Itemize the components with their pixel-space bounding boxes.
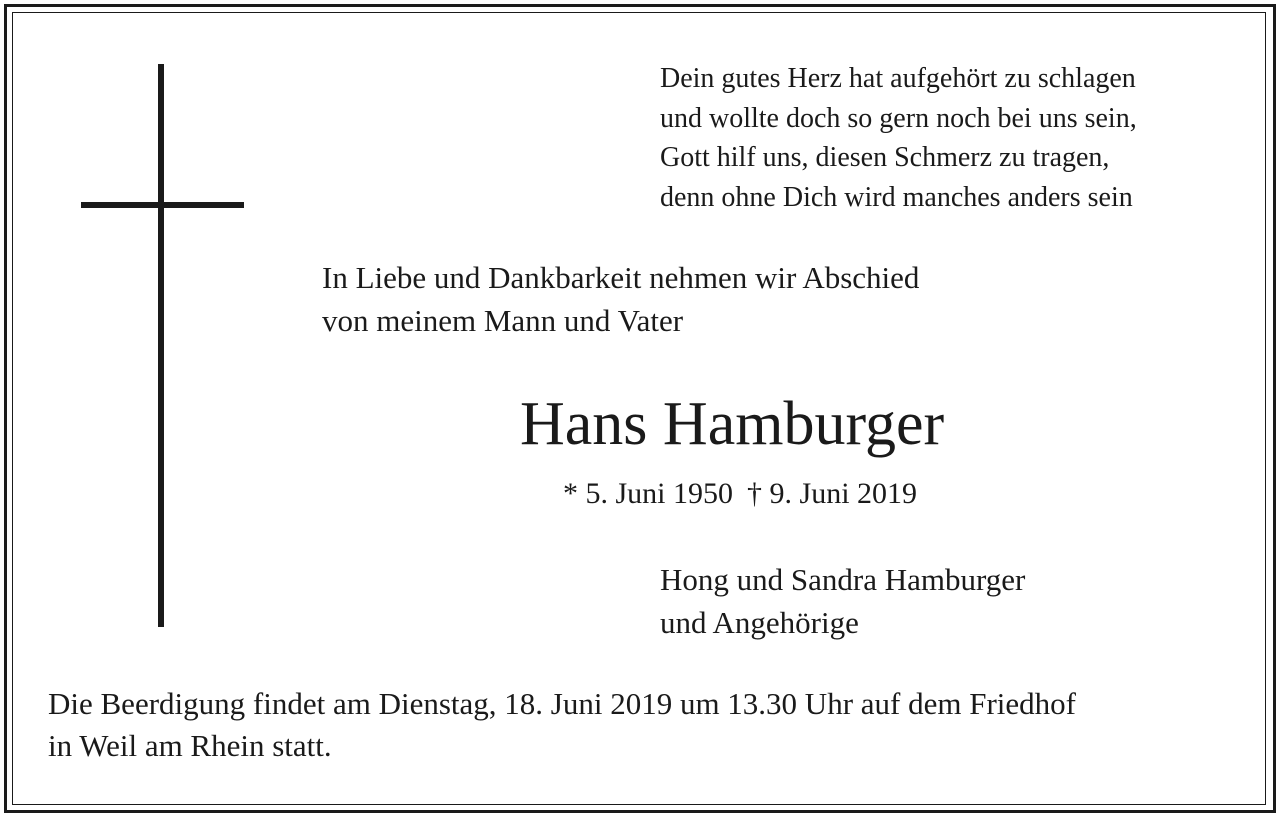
death-date: † 9. Juni 2019 <box>747 477 918 510</box>
funeral-line: Die Beerdigung findet am Dienstag, 18. Juni 2019 um 13.30 Uhr auf dem Friedhof <box>48 686 1076 721</box>
mourners-line: Hong und Sandra Hamburger <box>660 562 1026 597</box>
cross-vertical-bar <box>158 64 164 627</box>
poem-line: Dein gutes Herz hat aufgehört zu schlagen <box>660 63 1136 94</box>
mourners-signature <box>660 558 1025 644</box>
cross-horizontal-bar <box>81 202 244 208</box>
farewell-intro <box>322 256 1082 342</box>
intro-line: von meinem Mann und Vater <box>322 303 684 338</box>
poem-line: Gott hilf uns, diesen Schmerz zu tragen, <box>660 142 1110 173</box>
funeral-line: in Weil am Rhein statt. <box>48 728 332 763</box>
poem-line: und wollte doch so gern noch bei uns sein, <box>660 102 1137 134</box>
intro-line: In Liebe und Dankbarkeit nehmen wir Abschied <box>322 260 920 295</box>
life-dates <box>563 474 917 514</box>
poem-line: denn ohne Dich wird manches anders sein <box>660 181 1133 213</box>
funeral-notice <box>48 683 1258 767</box>
birth-date: * 5. Juni 1950 <box>563 477 734 510</box>
deceased-name: Hans Hamburger <box>520 390 945 458</box>
mourners-line: und Angehörige <box>660 605 859 640</box>
memorial-poem <box>660 59 1250 217</box>
